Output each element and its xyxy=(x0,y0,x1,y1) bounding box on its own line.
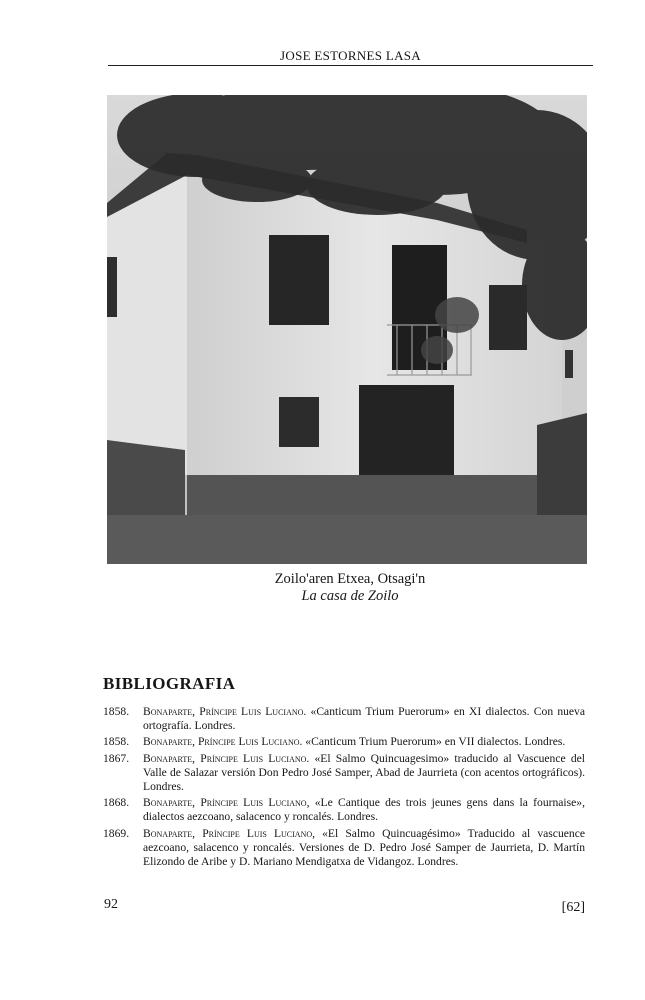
window-upper-left xyxy=(269,235,329,325)
entry-author: Bonaparte, Príncipe Luis Luciano. xyxy=(143,705,307,718)
entry-body: «El Salmo Quincuagésimo» Traducido al vascuence aezcoano, salacenco y roncalés. Versiones de D. Pedro José Samper de Jaurrieta, D. Martín Elizondo de Aribe y D. Mariano Mendigatxa de Vidangoz. Londres. xyxy=(143,826,585,869)
ground xyxy=(107,515,587,564)
bibliography-entry xyxy=(103,735,585,749)
entry-body: «Canticum Trium Puerorum» en XI dialectos. Con nueva ortografía. Londres. xyxy=(143,705,585,733)
entry-body: «El Salmo Quincuagesimo» traducido al Vascuence del Valle de Salazar versión Don Pedro José Samper, Abad de Jaurrieta (con acentos ortográficos). Londres. xyxy=(143,751,586,794)
entry-text xyxy=(143,735,585,749)
bibliography-entry xyxy=(103,705,585,733)
entry-year: 1858. xyxy=(103,705,130,718)
bibliography-list xyxy=(103,705,585,871)
entry-text xyxy=(143,705,585,733)
bibliography-entry xyxy=(103,796,585,824)
bibliography-entry xyxy=(103,752,585,795)
bibliography-entry xyxy=(103,827,585,870)
stone-base xyxy=(187,475,562,515)
header-rule xyxy=(108,65,593,66)
running-head: JOSE ESTORNES LASA xyxy=(280,48,421,63)
entry-body: «Canticum Trium Puerorum» en VII dialectos. Londres. xyxy=(302,735,566,749)
side-wall xyxy=(107,167,187,475)
section-title: BIBLIOGRAFIA xyxy=(103,674,236,693)
bracket-page-number: [62] xyxy=(561,900,585,915)
entry-year: 1867. xyxy=(103,751,130,765)
entry-author: Bonaparte, Príncipe Luis Luciano, xyxy=(143,826,316,840)
entry-author: Bonaparte, Príncipe Luis Luciano. xyxy=(143,751,310,765)
entry-author: Bonaparte, Príncipe Luis Luciano, xyxy=(143,796,310,810)
window-far-left xyxy=(107,257,117,317)
entry-author: Bonaparte, Príncipe Luis Luciano. xyxy=(143,735,303,749)
entry-text xyxy=(143,752,585,795)
house-photograph xyxy=(107,95,587,564)
left-stone-wall xyxy=(107,440,185,515)
entry-text xyxy=(143,796,585,824)
caption-subtitle: La casa de Zoilo xyxy=(301,588,399,604)
entry-year: 1868. xyxy=(103,796,130,810)
window-lower-left xyxy=(279,397,319,447)
figure-caption xyxy=(200,571,500,605)
house-photo-drawing xyxy=(107,95,587,564)
entry-year: 1869. xyxy=(103,826,130,840)
page-number: 92 xyxy=(104,897,118,912)
window-right xyxy=(489,285,527,350)
entry-year: 1858. xyxy=(103,735,130,749)
entry-body: «Le Cantique des trois jeunes gens dans la fournaise», dialectos aezcoano, salacenco y roncalés. Londres. xyxy=(143,796,585,824)
caption-title: Zoilo'aren Etxea, Otsagi'n xyxy=(274,571,426,587)
entry-text xyxy=(143,827,585,870)
